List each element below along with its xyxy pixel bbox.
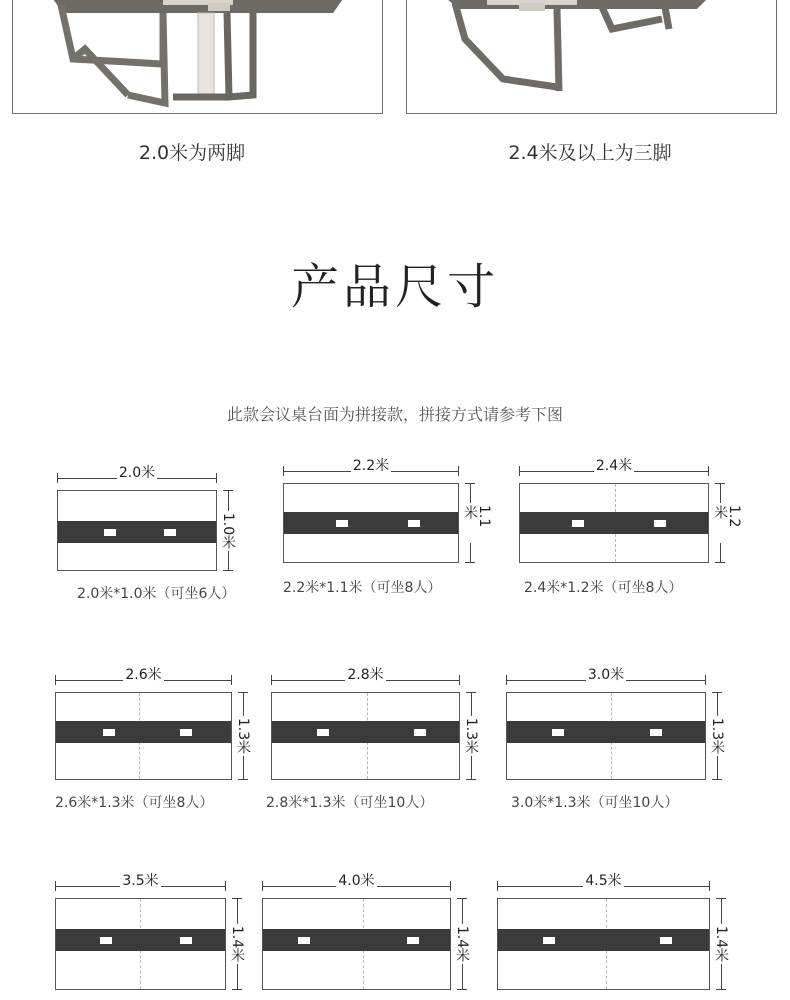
table-top-diagram (506, 692, 706, 780)
width-dimension (497, 873, 710, 891)
width-dimension (57, 465, 217, 483)
cable-port (650, 729, 662, 736)
dimension-tick (238, 692, 248, 693)
dimension-tick (712, 692, 722, 693)
height-dimension (712, 483, 742, 563)
width-label (55, 870, 226, 890)
wire-channel-strip (498, 929, 709, 951)
product-photo-two-legs (12, 0, 383, 114)
height-dimension (454, 898, 470, 990)
section-title: 产品尺寸 (290, 259, 499, 315)
wire-channel-strip (284, 512, 458, 534)
width-label-text: 2.2米 (352, 458, 390, 474)
width-label-text: 2.8米 (347, 667, 384, 683)
height-label: 1.3米 (463, 717, 479, 755)
width-dimension (519, 458, 709, 476)
cable-port (100, 937, 112, 944)
table-top-diagram (57, 490, 217, 571)
cable-port (180, 937, 192, 944)
dimension-tick (238, 779, 248, 780)
width-dimension (55, 667, 232, 685)
cable-port (572, 520, 584, 527)
height-label: 1.2米 (713, 503, 741, 543)
dimension-tick (223, 570, 233, 571)
height-dimension (462, 483, 492, 563)
cable-port (407, 937, 419, 944)
table-spec-caption: 2.4米*1.2米（可坐8人） (524, 580, 683, 596)
dimension-tick (457, 898, 467, 899)
cable-port (104, 529, 116, 536)
height-dimension (220, 490, 236, 571)
height-dimension (463, 692, 479, 780)
dimension-tick (232, 989, 242, 990)
table-spec-caption: 2.2米*1.1米（可坐8人） (283, 580, 442, 596)
table-top-diagram (55, 898, 226, 990)
wire-channel-strip (272, 721, 459, 743)
dimension-tick (716, 989, 726, 990)
height-dimension (709, 692, 725, 780)
width-label (57, 462, 217, 482)
caption-two-legs: 2.0米为两脚 (138, 142, 246, 164)
cable-port (164, 529, 176, 536)
table-legs-illustration (13, 0, 383, 114)
height-dimension (713, 898, 729, 990)
width-dimension (262, 873, 451, 891)
height-label: 1.4米 (454, 925, 470, 963)
cable-port (317, 729, 329, 736)
dimension-tick (716, 898, 726, 899)
table-top-diagram (519, 483, 709, 563)
dimension-tick (232, 898, 242, 899)
width-dimension (283, 458, 459, 476)
width-dimension (506, 667, 706, 685)
wire-channel-strip (58, 521, 216, 543)
width-label-text: 3.0米 (587, 667, 625, 683)
width-label-text: 2.6米 (125, 667, 162, 683)
height-dimension (235, 692, 251, 780)
height-label: 1.4米 (229, 925, 245, 963)
width-dimension (271, 667, 460, 685)
height-dimension (229, 898, 245, 990)
wire-channel-strip (56, 929, 225, 951)
section-subtitle: 此款会议桌台面为拼接款，拼接方式请参考下图 (226, 405, 563, 424)
cable-port (180, 729, 192, 736)
dimension-tick (466, 692, 476, 693)
table-spec-caption: 2.8米*1.3米（可坐10人） (266, 795, 434, 811)
table-legs-illustration (407, 0, 777, 114)
product-photo-three-legs (406, 0, 777, 114)
width-label (283, 455, 459, 475)
width-label-text: 2.0米 (118, 465, 156, 481)
height-label: 1.3米 (709, 717, 725, 755)
width-label (55, 664, 232, 684)
dimension-tick (465, 562, 475, 563)
cable-port (552, 729, 564, 736)
width-label (262, 870, 451, 890)
table-top-diagram (55, 692, 232, 780)
caption-three-legs: 2.4米及以上为三脚 (508, 142, 672, 164)
dimension-tick (457, 989, 467, 990)
wire-channel-strip (56, 721, 231, 743)
width-label-text: 4.0米 (338, 873, 375, 889)
cable-port (543, 937, 555, 944)
dimension-tick (465, 483, 475, 484)
dimension-tick (466, 779, 476, 780)
cable-port (103, 729, 115, 736)
dimension-tick (712, 779, 722, 780)
table-spec-caption: 3.0米*1.3米（可坐10人） (511, 795, 679, 811)
dimension-tick (715, 483, 725, 484)
table-spec-caption: 2.0米*1.0米（可坐6人） (77, 586, 236, 602)
width-label (519, 455, 709, 475)
cable-port (298, 937, 310, 944)
width-label (271, 664, 460, 684)
height-label: 1.4米 (713, 925, 729, 963)
width-label-text: 2.4米 (595, 458, 633, 474)
dimension-tick (715, 562, 725, 563)
cable-port (408, 520, 420, 527)
height-label: 1.1米 (463, 503, 491, 543)
width-dimension (55, 873, 226, 891)
table-spec-caption: 2.6米*1.3米（可坐8人） (55, 795, 214, 811)
cable-port (336, 520, 348, 527)
width-label (497, 870, 710, 890)
width-label (506, 664, 706, 684)
height-label: 1.3米 (235, 717, 251, 755)
table-top-diagram (271, 692, 460, 780)
wire-channel-strip (263, 929, 450, 951)
table-top-diagram (497, 898, 710, 990)
cable-port (660, 937, 672, 944)
wire-channel-strip (507, 721, 705, 743)
cable-port (654, 520, 666, 527)
width-label-text: 3.5米 (122, 873, 159, 889)
table-top-diagram (283, 483, 459, 563)
table-top-diagram (262, 898, 451, 990)
height-label: 1.0米 (220, 512, 236, 549)
width-label-text: 4.5米 (585, 873, 622, 889)
dimension-tick (223, 490, 233, 491)
cable-port (414, 729, 426, 736)
wire-channel-strip (520, 512, 708, 534)
